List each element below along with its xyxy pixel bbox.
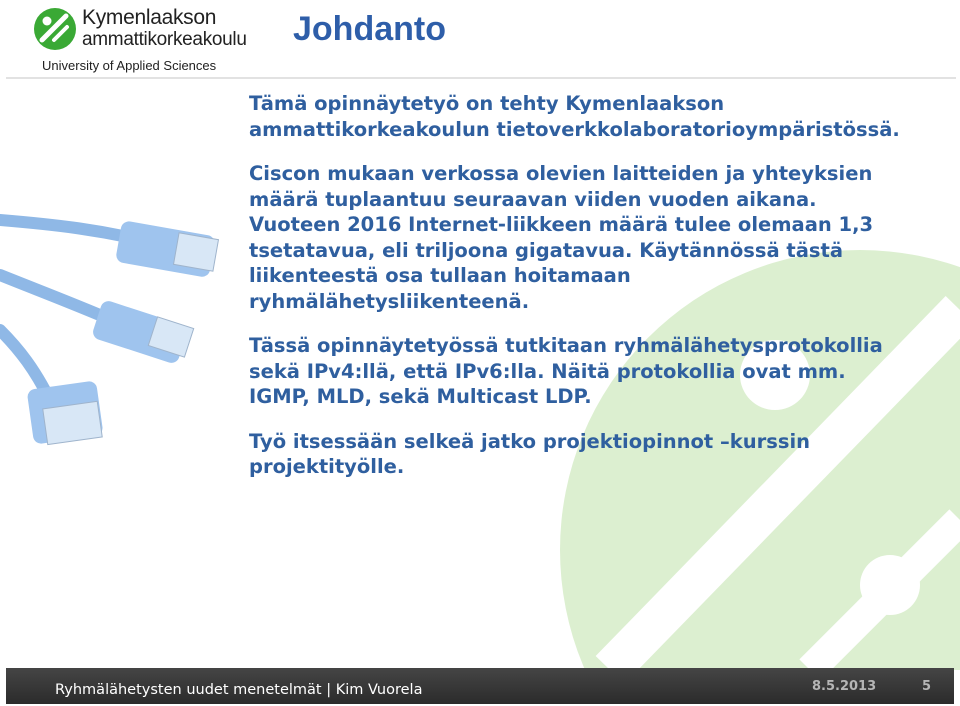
- footer-title: Ryhmälähetysten uudet menetelmät | Kim Vuorela: [55, 682, 423, 698]
- slide-title: Johdanto: [293, 10, 446, 48]
- cable-connector-middle: [91, 299, 194, 365]
- logo-tagline: University of Applied Sciences: [42, 58, 217, 73]
- logo-name-line2: ammattikorkeakoulu: [82, 29, 247, 50]
- logo-emblem-icon: [32, 6, 78, 52]
- paragraph-continuation: Työ itsessään selkeä jatko projektiopinnot –kurssin projektityölle.: [249, 429, 811, 478]
- header-divider: [6, 77, 956, 79]
- cable-connector-bottom: [27, 380, 104, 444]
- footer-date: 8.5.2013: [812, 679, 877, 694]
- page-number: 5: [922, 679, 932, 694]
- slide-body: [249, 91, 909, 499]
- university-logo: [30, 4, 247, 76]
- paragraph-cisco: Ciscon mukaan verkossa olevien laitteiden ja yhteyksien määrä tuplaantuu seuraavan viiden vuoden aikana. Vuoteen 2016 Internet-liikkeen määrä tulee olemaan 1,3 tsetatavua, eli triljoona gigatavua. Käytännössä tästä liikenteestä osa tullaan hoitamaan ryhmälähetysliikenteenä.: [249, 162, 874, 313]
- network-cables-illustration: [0, 200, 240, 460]
- cable-connector-top: [115, 220, 218, 278]
- paragraph-protocols: Tässä opinnäytetyössä tutkitaan ryhmälähetysprotokollia sekä IPv4:llä, että IPv6:lla. Näitä protokollia ovat mm. IGMP, MLD, sekä Multicast LDP.: [249, 334, 883, 408]
- logo-name-line1: Kymenlaakson: [82, 6, 217, 29]
- slide-footer: [6, 668, 954, 704]
- paragraph-intro: Tämä opinnäytetyö on tehty Kymenlaakson ammattikorkeakoulun tietoverkkolaboratorioympäristössä.: [249, 92, 900, 141]
